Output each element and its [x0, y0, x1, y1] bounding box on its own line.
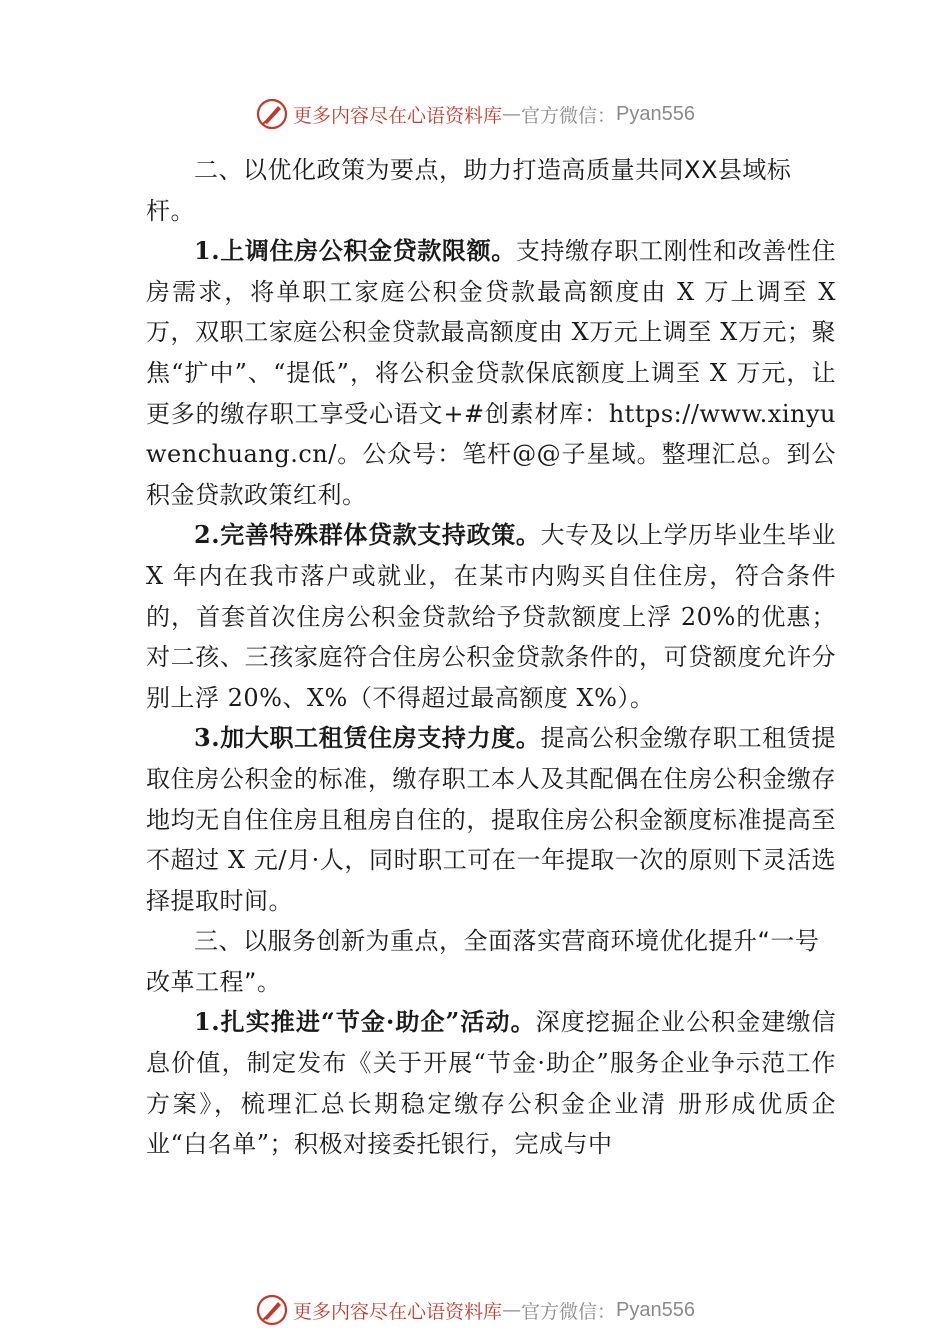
banner-dash: —: [502, 1299, 522, 1321]
footer-banner: [0, 1292, 950, 1328]
item-body: 提高公积金缴存职工租赁提取住房公积金的标准，缴存职工本人及其配偶在住房公积金缴存地均无自住住房且租房自住的，提取住房公积金额度标准提高至不超过 X 元/月·人，同时职工可在一年提取一次的原则下灵活选择提取时间。: [146, 724, 836, 915]
section-heading-three: 三、以服务创新为重点，全面落实营商环境优化提升“一号改革工程”。: [146, 927, 820, 996]
item-lead: 3.加大职工租赁住房支持力度。: [194, 723, 541, 753]
item-lead: 2.完善特殊群体贷款支持政策。: [194, 520, 541, 550]
banner-wechat-label: 官方微信：: [521, 104, 617, 127]
item-body: 支持缴存职工刚性和改善性住房需求，将单职工家庭公积金贷款最高额度由 X 万上调至 X万，双职工家庭公积金贷款最高额度由 X万元上调至 X万元；聚焦“扩中”、“提低”，将公积金贷款保底额度上调至 X 万元，让更多的缴存职工享受心语文+#创素材库：https://www.xinyuwenchuang.cn/。公众号：笔杆@@子星域。整理汇总。到公积金贷款政策红利。: [146, 237, 836, 509]
item-body: 大专及以上学历毕业生毕业 X 年内在我市落户或就业，在某市内购买自住住房，符合条件的，首套首次住房公积金贷款给予贷款额度上浮 20%的优惠；对二孩、三孩家庭符合住房公积金贷款条件的，可贷额度允许分别上浮 20%、X%（不得超过最高额度 X%）。: [146, 521, 836, 712]
paragraph-item-2-3: [146, 718, 836, 921]
banner-wechat-label: 官方微信：: [521, 1300, 617, 1323]
banner-wechat-id: Pyan556: [616, 1298, 695, 1321]
banner-wechat-id: Pyan556: [616, 102, 695, 125]
banner-dash: —: [502, 103, 522, 125]
banner-site-name: 更多内容尽在心语资料库: [293, 1300, 503, 1323]
document-body: [146, 150, 836, 1165]
item-lead: 1.上调住房公积金贷款限额。: [194, 236, 516, 266]
quill-seal-icon: [255, 1293, 289, 1327]
paragraph-item-2-2: [146, 515, 836, 718]
header-banner: [0, 96, 950, 132]
paragraph-item-2-1: [146, 231, 836, 515]
item-body: 深度挖掘企业公积金建缴信息价值，制定发布《关于开展“节金·助企”服务企业争示范工作方案》，梳理汇总长期稳定缴存公积金企业清 册形成优质企业“白名单”；积极对接委托银行，完成与中: [146, 1008, 836, 1159]
paragraph-item-3-1: [146, 1002, 836, 1164]
section-heading-two: 二、以优化政策为要点，助力打造高质量共同XX县域标杆。: [146, 156, 792, 225]
item-lead: 1.扎实推进“节金·助企”活动。: [194, 1007, 536, 1037]
banner-site-name: 更多内容尽在心语资料库: [293, 104, 503, 127]
quill-seal-icon: [255, 97, 289, 131]
